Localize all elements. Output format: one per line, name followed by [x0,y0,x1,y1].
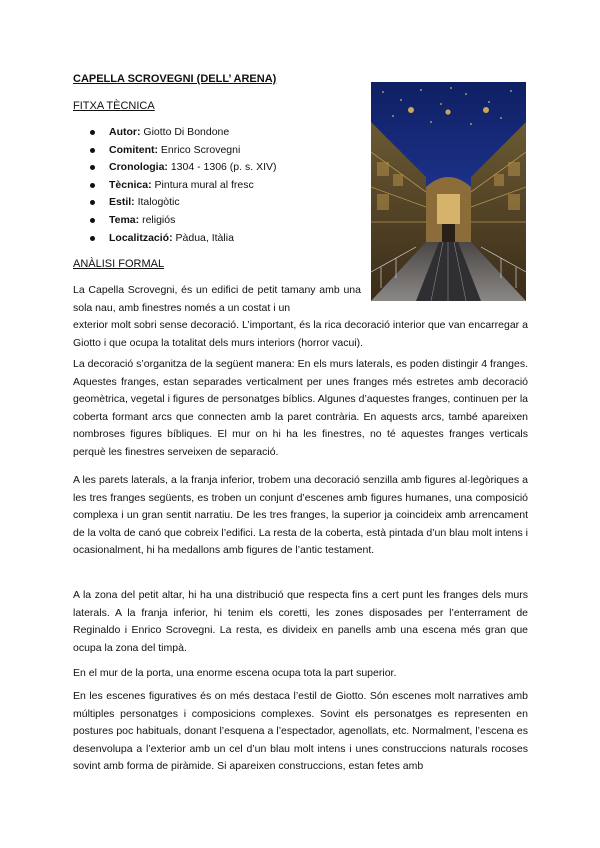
paragraph-decoracio [73,356,528,462]
fact-value: Enrico Scrovegni [160,143,241,156]
fact-label: Tècnica: [109,178,152,191]
fact-item-estil [73,194,277,212]
fact-item-cronologia [73,159,277,177]
paragraph-parets-laterals [73,472,528,560]
paragraph-text: exterior molt sobri sense decoració. L’important, és la rica decoració interior que van encarregar a Giotto i que ocupa la totalitat dels murs interiors (horror vacui). [73,319,528,349]
paragraph-text: A les parets laterals, a la franja inferior, trobem una decoració senzilla amb figures al·legòriques a les tres franges següents, es troben un conjunt d’escenes amb figures humanes, una composició complexa i un gran sentit narratiu. De les tres franges, la superior ja coincideix amb arrencament de la volta de canó que cobreix l’edifici. La resta de la coberta, està pintada d’un blau molt intens i ocasionalment, hi ha medallons amb figures de l’antic testament. [73,474,528,557]
fact-label: Tema: [109,213,140,226]
altar-fresco [437,194,460,224]
fact-value: 1304 - 1306 (p. s. XIV) [170,161,277,174]
fact-item-autor [73,124,277,142]
chapel-interior-illustration [371,82,526,301]
paragraph-text: La decoració s’organitza de la següent manera: En els murs laterals, es poden distingir 4 franges. Aquestes franges, estan separades verticalment per unes franges més estretes amb decoració geomètrica, vegetal i figures de personatges bíblics. Algunes d’aquestes franges, continuen per la coberta formant arcs que connecten amb la paret contrària. En aquests arcs, també apareixen nombroses figures bíbliques. El mur on hi ha les finestres, no té aquestes franges verticals perquè les finestres serveixen de separació. [73,358,528,458]
fact-value: Giotto Di Bondone [143,126,230,138]
fact-value: Italogòtic [137,196,180,209]
document-title: CAPELLA SCROVEGNI (DELL’ ARENA) [73,73,277,85]
fact-item-tecnica [73,177,277,195]
fact-label: Localització: [109,231,173,244]
paragraph-text: La Capella Scrovegni, és un edifici de petit tamany amb una sola nau, amb finestres només a un costat i un [73,284,361,314]
section-heading-fitxa-tecnica: FITXA TÈCNICA [73,100,155,112]
paragraph-text: En el mur de la porta, una enorme escena ocupa tota la part superior. [73,667,397,679]
fact-value: Pàdua, Itàlia [175,231,234,244]
paragraph-text: En les escenes figuratives és on més destaca l’estil de Giotto. Són escenes molt narratives amb múltiples personatges i composicions complexes. Sovint els personatges es representen en postures poc habituals, donant l’esquena a l’espectador, agenollats, etc. Normalment, l’escena es desenvolupa a l’exterior amb un cel d’un blau molt intens i unes construccions naturals rocoses sovint amb forma de piràmide. Si apareixen construccions, estan fetes amb [73,690,528,773]
paragraph-text: A la zona del petit altar, hi ha una distribució que respecta fins a cert punt les franges dels murs laterals. A la franja inferior, hi tenim els coretti, les zones disposades per l’enterrament de Reginaldo i Enrico Scrovegni. La resta, es divideix en panells amb una escena més gran que ocupa la zona del timpà. [73,589,528,654]
paragraph-mur-porta [73,665,528,683]
bullet-icon [90,130,95,135]
paragraph-altar [73,587,528,657]
paragraph-escenes-figuratives [73,688,528,776]
technical-facts-list [73,124,277,247]
paragraph-intro-part1 [73,282,361,317]
paragraph-intro-part2 [73,317,528,352]
fact-label: Comitent: [109,143,158,156]
fact-item-localitzacio [73,230,277,248]
bullet-icon [90,148,95,153]
fact-item-comitent [73,142,277,160]
altar-opening [442,224,455,242]
bullet-icon [90,200,95,205]
bullet-icon [90,218,95,223]
fact-value: Pintura mural al fresc [154,178,254,191]
fact-label: Autor: [109,126,141,138]
fact-value: religiós [142,213,176,226]
fact-item-tema [73,212,277,230]
bullet-icon [90,183,95,188]
section-heading-analisi-formal: ANÀLISI FORMAL [73,258,165,270]
chapel-interior-photo [371,82,526,301]
bullet-icon [90,236,95,241]
bullet-icon [90,165,95,170]
fact-label: Estil: [109,196,135,209]
fact-label: Cronologia: [109,161,168,174]
